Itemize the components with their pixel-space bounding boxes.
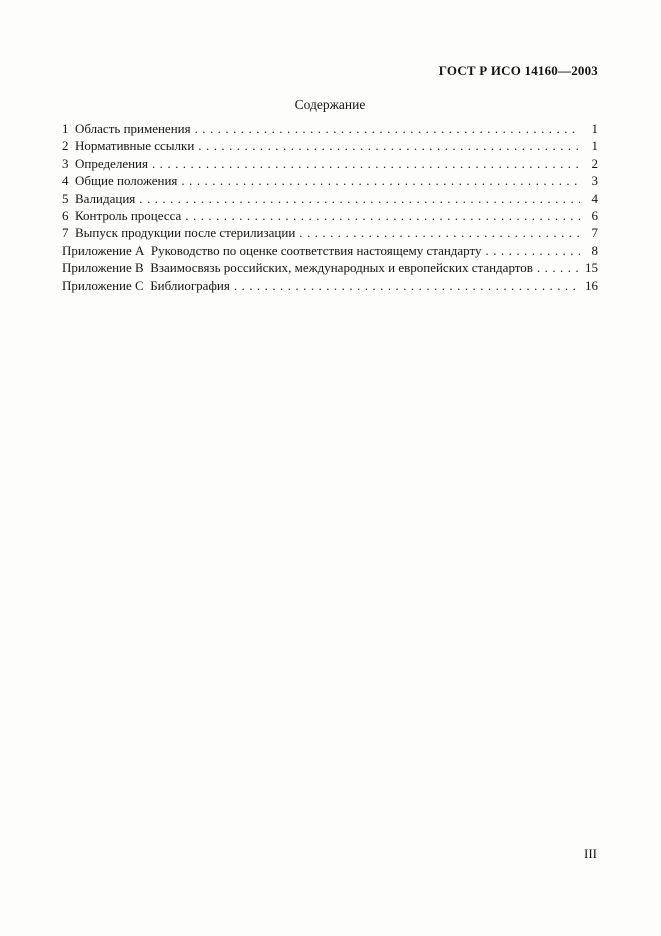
toc-row	[62, 137, 598, 154]
dot-leader	[194, 137, 580, 154]
dot-leader	[135, 190, 580, 207]
toc-item-page: 7	[591, 225, 598, 241]
toc-item-label: 1 Область применения	[62, 121, 191, 136]
toc-item-page: 6	[591, 208, 598, 224]
dot-leader	[181, 207, 580, 224]
toc-row	[62, 190, 598, 207]
page-number: III	[584, 846, 597, 861]
doc-code: ГОСТ Р ИСО 14160—2003	[438, 63, 598, 78]
toc-row	[62, 120, 598, 137]
toc-item-page: 16	[585, 277, 598, 293]
toc-item-page: 3	[591, 173, 598, 189]
dot-leader	[482, 242, 580, 259]
dot-leader	[191, 120, 580, 137]
toc-item-label: 5 Валидация	[62, 190, 136, 206]
dot-leader	[295, 224, 580, 241]
toc-item-label: 3 Определения	[62, 155, 148, 171]
dot-leader	[148, 155, 580, 172]
toc-row	[62, 277, 598, 294]
toc-item-label: Приложение В Взаимосвязь российских, международных и европейских стандартов	[62, 260, 533, 276]
table-of-contents	[62, 120, 598, 294]
toc-item-label: 2 Нормативные ссылки	[62, 138, 195, 154]
dot-leader	[177, 172, 580, 189]
toc-item-page: 1	[591, 138, 598, 154]
toc-item-page: 8	[591, 242, 598, 258]
toc-row	[62, 172, 598, 189]
toc-row	[62, 242, 598, 259]
toc-item-page: 1	[591, 121, 598, 136]
toc-item-label: 6 Контроль процесса	[62, 208, 182, 224]
toc-item-page: 15	[585, 260, 598, 276]
toc-item-label: Приложение А Руководство по оценке соответствия настоящему стандарту	[62, 242, 482, 258]
dot-leader	[230, 277, 580, 294]
toc-item-page: 2	[591, 155, 598, 171]
toc-title: Содержание	[294, 97, 366, 112]
toc-item-label: 7 Выпуск продукции после стерилизации	[62, 225, 296, 241]
toc-row	[62, 259, 598, 276]
toc-item-page: 4	[591, 190, 598, 206]
toc-row	[62, 224, 598, 241]
toc-row	[62, 155, 598, 172]
toc-item-label: Приложение С Библиография	[62, 277, 230, 293]
toc-item-label: 4 Общие положения	[62, 173, 178, 189]
dot-leader	[533, 259, 580, 276]
toc-row	[62, 207, 598, 224]
